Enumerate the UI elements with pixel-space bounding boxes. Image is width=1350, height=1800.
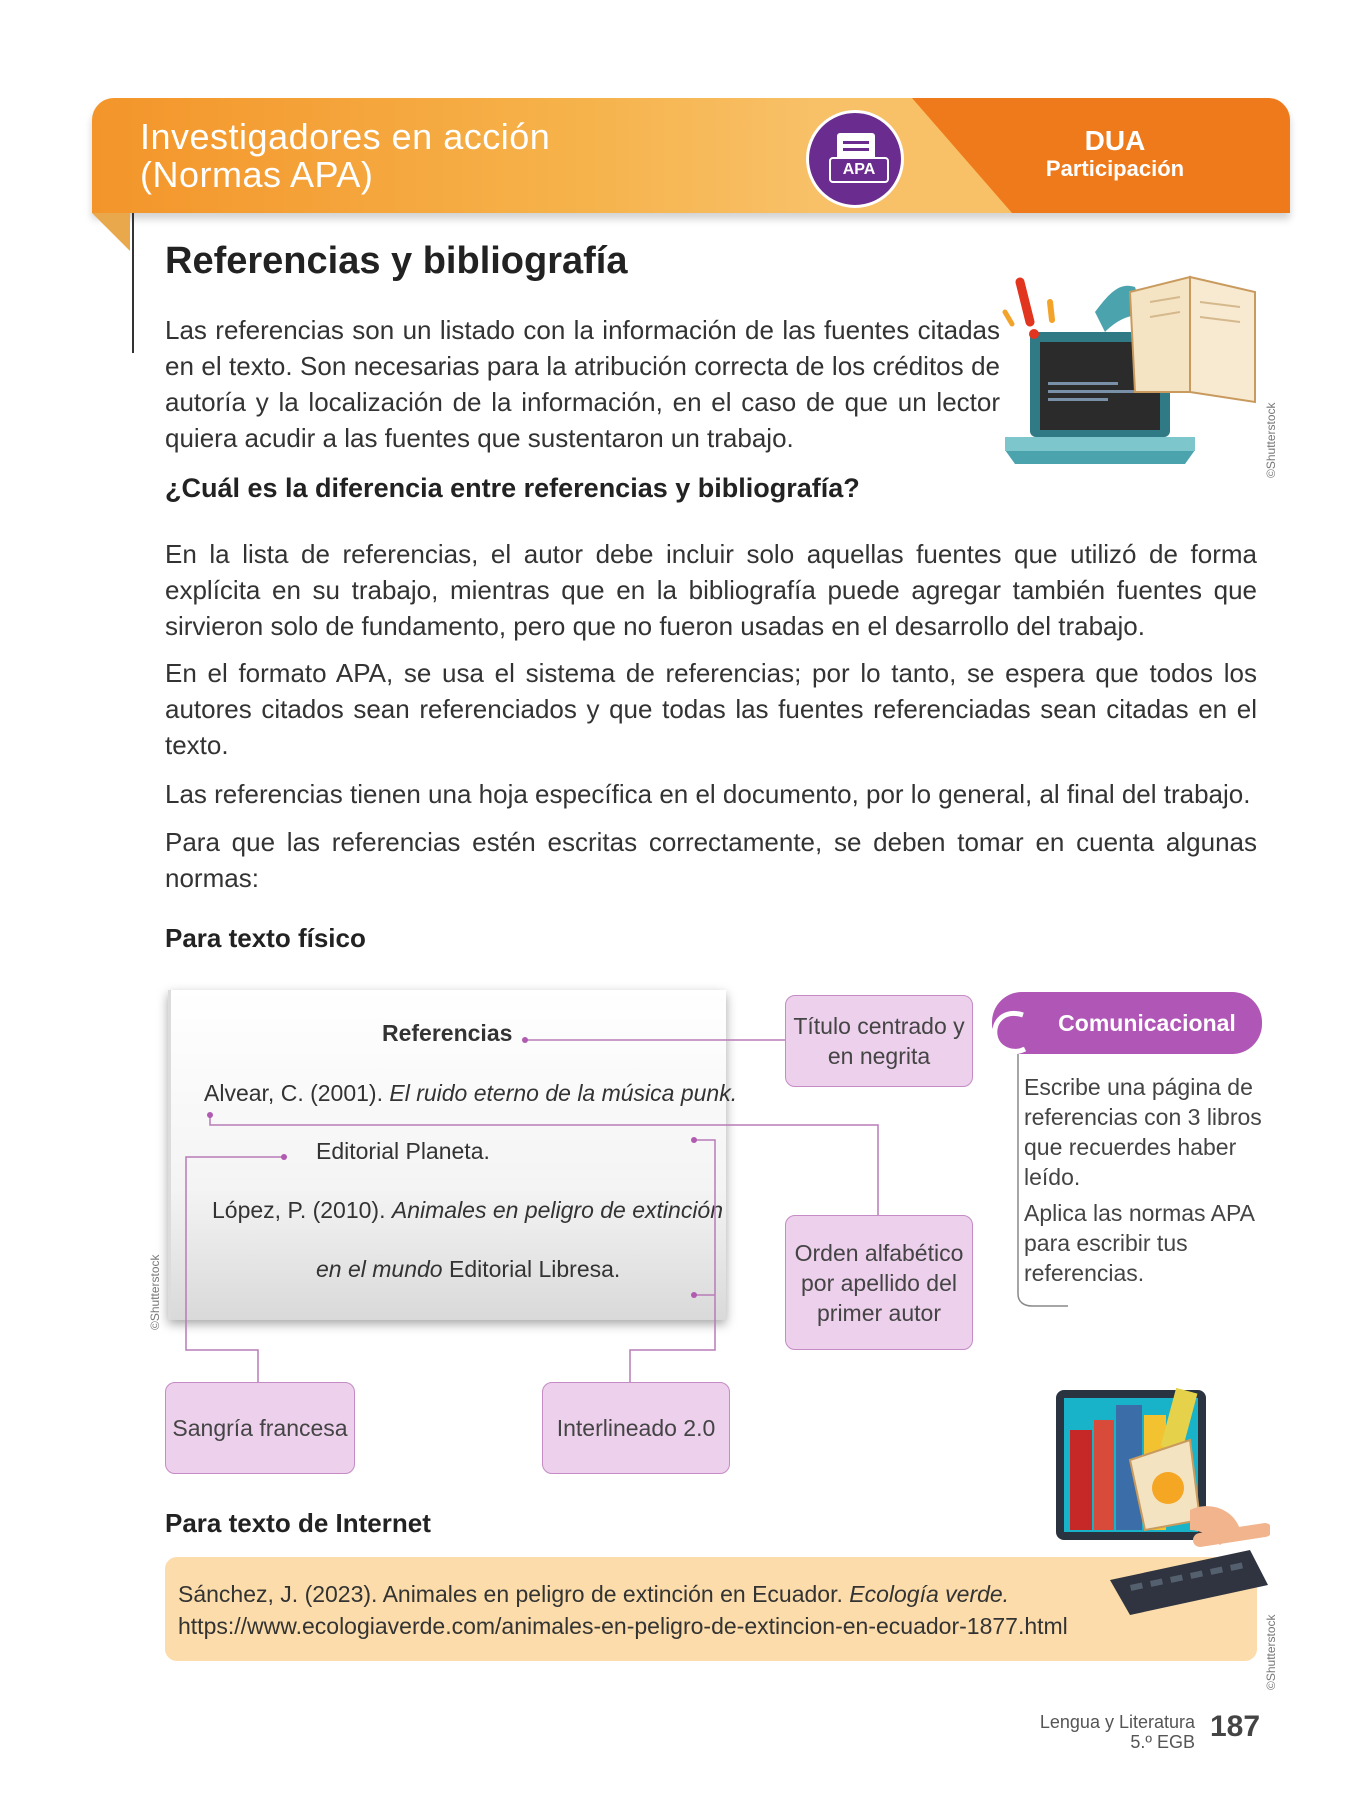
banner-title-line1: Investigadores en acción <box>140 116 551 157</box>
dua-title: DUA <box>1084 125 1146 156</box>
paragraph-4: Para que las referencias estén escritas correctamente, se deben tomar en cuenta algunas normas: <box>165 827 1257 893</box>
internet-ref-author: Sánchez, J. (2023). Animales en peligro de extinción en Ecuador. <box>178 1581 850 1607</box>
dua-subtitle: Participación <box>1045 156 1185 181</box>
photo-credit-2: ©Shutterstock <box>148 1254 162 1330</box>
entry-2-title-end: en el mundo <box>316 1256 443 1282</box>
photo-credit-1: ©Shutterstock <box>1264 402 1278 478</box>
comunicacional-heading: Comunicacional <box>1058 1010 1236 1036</box>
question-heading: ¿Cuál es la diferencia entre referencias y bibliografía? <box>165 473 860 503</box>
paragraph-1: En la lista de referencias, el autor debe incluir solo aquellas fuentes que utilizó de forma explícita en su trabajo, mientras que en la bibliografía puede agregar también fuentes que sirvieron solo de fundamento, pero que no fueron usadas en el desarrollo del trabajo. <box>165 539 1257 641</box>
callout-line-spacing: Interlineado 2.0 <box>542 1382 730 1474</box>
physical-text-heading: Para texto físico <box>165 923 366 953</box>
internet-ref-source: Ecología verde. <box>849 1581 1010 1607</box>
internet-ref-url: https://www.ecologiaverde.com/animales-en-peligro-de-extincion-en-ecuador-1877.html <box>178 1613 1068 1639</box>
banner-title-line2: (Normas APA) <box>140 154 374 195</box>
section-title: Referencias y bibliografía <box>165 240 628 282</box>
monitor-books-illustration <box>1050 1370 1270 1620</box>
footer-subject: Lengua y Literatura <box>1039 1712 1195 1732</box>
photo-credit-3: ©Shutterstock <box>1264 1614 1278 1690</box>
footer-grade: 5.º EGB <box>1130 1732 1195 1752</box>
callout-hanging-indent: Sangría francesa <box>165 1382 355 1474</box>
entry-1-author: Alvear, C. (2001). <box>204 1080 390 1106</box>
internet-reference <box>178 1578 1068 1642</box>
entry-2-author: López, P. (2010). <box>212 1197 392 1223</box>
comunicacional-text-1: Escribe una página de referencias con 3 libros que recuerdes haber leído. <box>1024 1074 1262 1190</box>
entry-2-title: Animales en peligro de extinción <box>391 1197 724 1223</box>
entry-1-title: El ruido eterno de la música punk. <box>389 1080 738 1106</box>
callout-centered-title: Título centrado y en negrita <box>785 995 973 1087</box>
paragraph-3: Las referencias tienen una hoja específica en el documento, por lo general, al final del trabajo. <box>165 779 1251 809</box>
apa-badge-label: APA <box>829 157 889 183</box>
intro-paragraph: Las referencias son un listado con la información de las fuentes citadas en el texto. Son necesarias para la atribución correcta de los créditos de autoría y la localización de la información, en el caso de que un lector quiera acudir a las fuentes que sustentaron un trabajo. <box>165 315 1000 453</box>
internet-text-heading: Para texto de Internet <box>165 1508 431 1538</box>
internet-reference-citation <box>178 1578 1068 1610</box>
paragraph-2: En el formato APA, se usa el sistema de referencias; por lo tanto, se espera que todos los autores citados sean referenciados y que todas las fuentes referenciadas sean citadas en el texto. <box>165 658 1257 760</box>
card-heading: Referencias <box>382 1020 513 1046</box>
comunicacional-text-2: Aplica las normas APA para escribir tus referencias. <box>1024 1200 1254 1286</box>
card-entry-1-publisher: Editorial Planeta. <box>316 1138 490 1164</box>
callout-alphabetical-order: Orden alfabético por apellido del primer autor <box>785 1215 973 1350</box>
page-number: 187 <box>1210 1710 1261 1743</box>
page-footer <box>985 1712 1195 1752</box>
entry-2-publisher: Editorial Libresa. <box>442 1256 621 1282</box>
